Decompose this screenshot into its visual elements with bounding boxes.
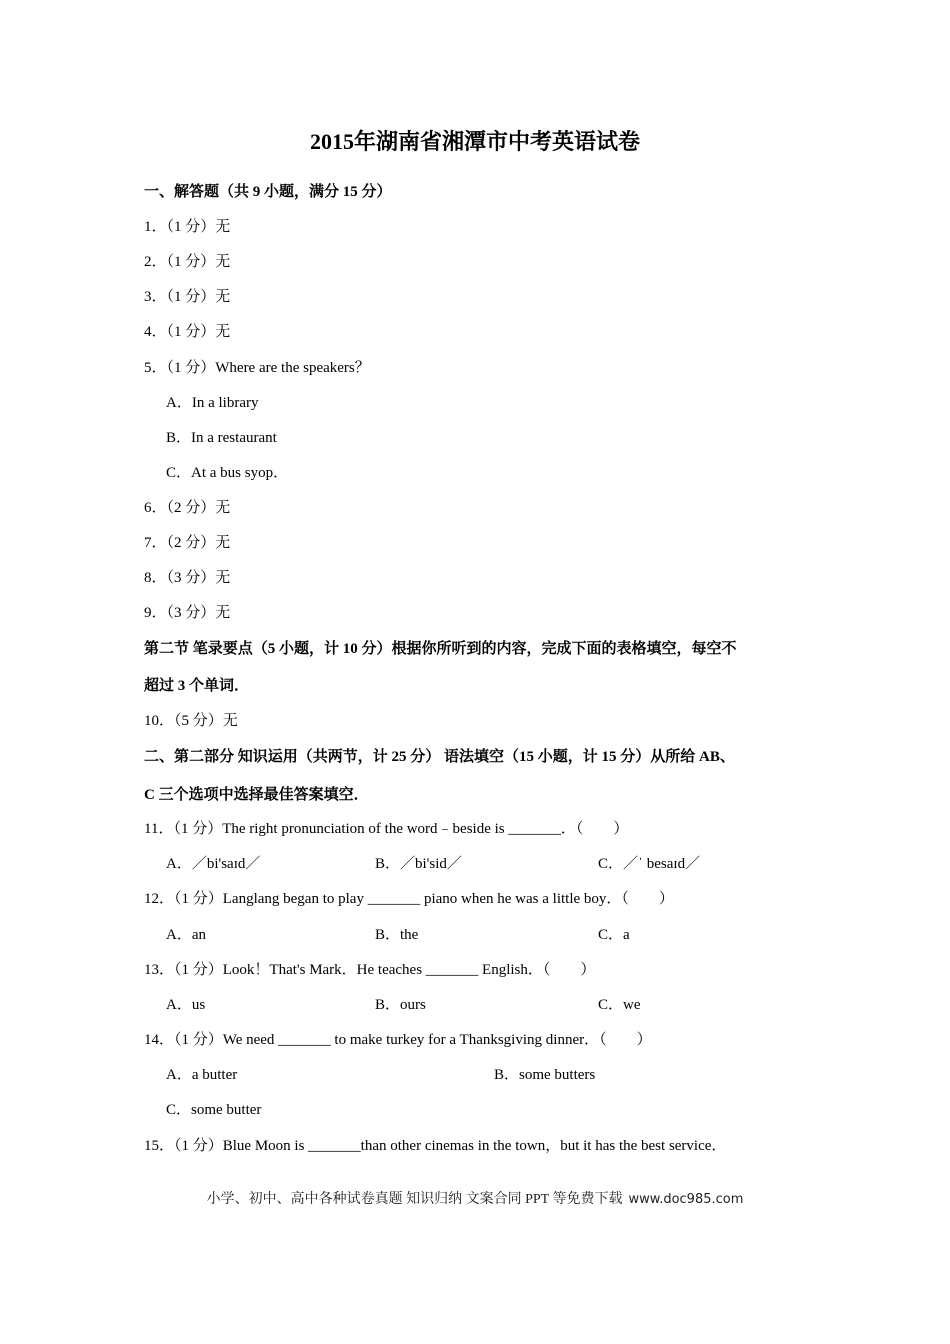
question-7: 7．（2 分）无 — [144, 535, 231, 551]
question-10: 10．（5 分）无 — [144, 713, 238, 729]
question-11-option-c: C．／ˈ besaɪd／ — [598, 856, 701, 872]
question-13-option-c: C．we — [598, 997, 641, 1013]
question-12: 12．（1 分）Langlang began to play _______ piano when he was a little boy．（ ） — [144, 891, 674, 907]
question-5-option-a: A．In a library — [166, 395, 259, 411]
question-13-option-b: B．ours — [375, 997, 426, 1013]
section2-instructions-line2: 超过 3 个单词． — [144, 678, 250, 694]
question-13-option-a: A．us — [166, 997, 206, 1013]
question-6: 6．（2 分）无 — [144, 500, 231, 516]
question-12-option-c: C．a — [598, 927, 630, 943]
question-5-option-c: C．At a bus syop． — [166, 465, 289, 481]
question-2: 2．（1 分）无 — [144, 254, 231, 270]
question-9: 9．（3 分）无 — [144, 605, 231, 621]
page-footer — [0, 1190, 950, 1210]
section2-instructions-line1: 第二节 笔录要点（5 小题，计 10 分）根据你所听到的内容，完成下面的表格填空，每空不 — [144, 641, 737, 657]
question-11: 11．（1 分）The right pronunciation of the word﹣beside is _______．（ ） — [144, 821, 629, 837]
question-11-option-a: A．／bi'saɪd／ — [166, 856, 261, 872]
question-5: 5．（1 分）Where are the speakers？ — [144, 360, 370, 376]
question-15: 15．（1 分）Blue Moon is _______than other cinemas in the town，but it has the best service． — [144, 1138, 727, 1154]
question-14: 14．（1 分）We need _______ to make turkey for a Thanksgiving dinner．（ ） — [144, 1032, 652, 1048]
footer-link[interactable]: www.doc985.com — [628, 1192, 744, 1207]
question-12-option-b: B．the — [375, 927, 419, 943]
question-13: 13．（1 分）Look！That's Mark．He teaches _______ English．（ ） — [144, 962, 596, 978]
part2-instructions-line2: C 三个选项中选择最佳答案填空． — [144, 787, 369, 803]
question-14-option-a: A．a butter — [166, 1067, 238, 1083]
question-14-option-c: C．some butter — [166, 1102, 262, 1118]
part2-instructions-line1: 二、第二部分 知识运用（共两节，计 25 分） 语法填空（15 小题，计 15 分）从所给 AB、 — [144, 749, 735, 765]
question-11-option-b: B．／bi'sid／ — [375, 856, 462, 872]
section1-heading: 一、解答题（共 9 小题，满分 15 分） — [144, 184, 392, 200]
question-4: 4．（1 分）无 — [144, 324, 231, 340]
question-12-option-a: A．an — [166, 927, 206, 943]
question-3: 3．（1 分）无 — [144, 289, 231, 305]
question-1: 1．（1 分）无 — [144, 219, 231, 235]
question-5-option-b: B．In a restaurant — [166, 430, 277, 446]
page-title: 2015年湖南省湘潭市中考英语试卷 — [309, 129, 640, 154]
question-8: 8．（3 分）无 — [144, 570, 231, 586]
question-14-option-b: B．some butters — [494, 1067, 596, 1083]
footer-text: 小学、初中、高中各种试卷真题 知识归纳 文案合同 PPT 等免费下载 — [206, 1192, 623, 1207]
